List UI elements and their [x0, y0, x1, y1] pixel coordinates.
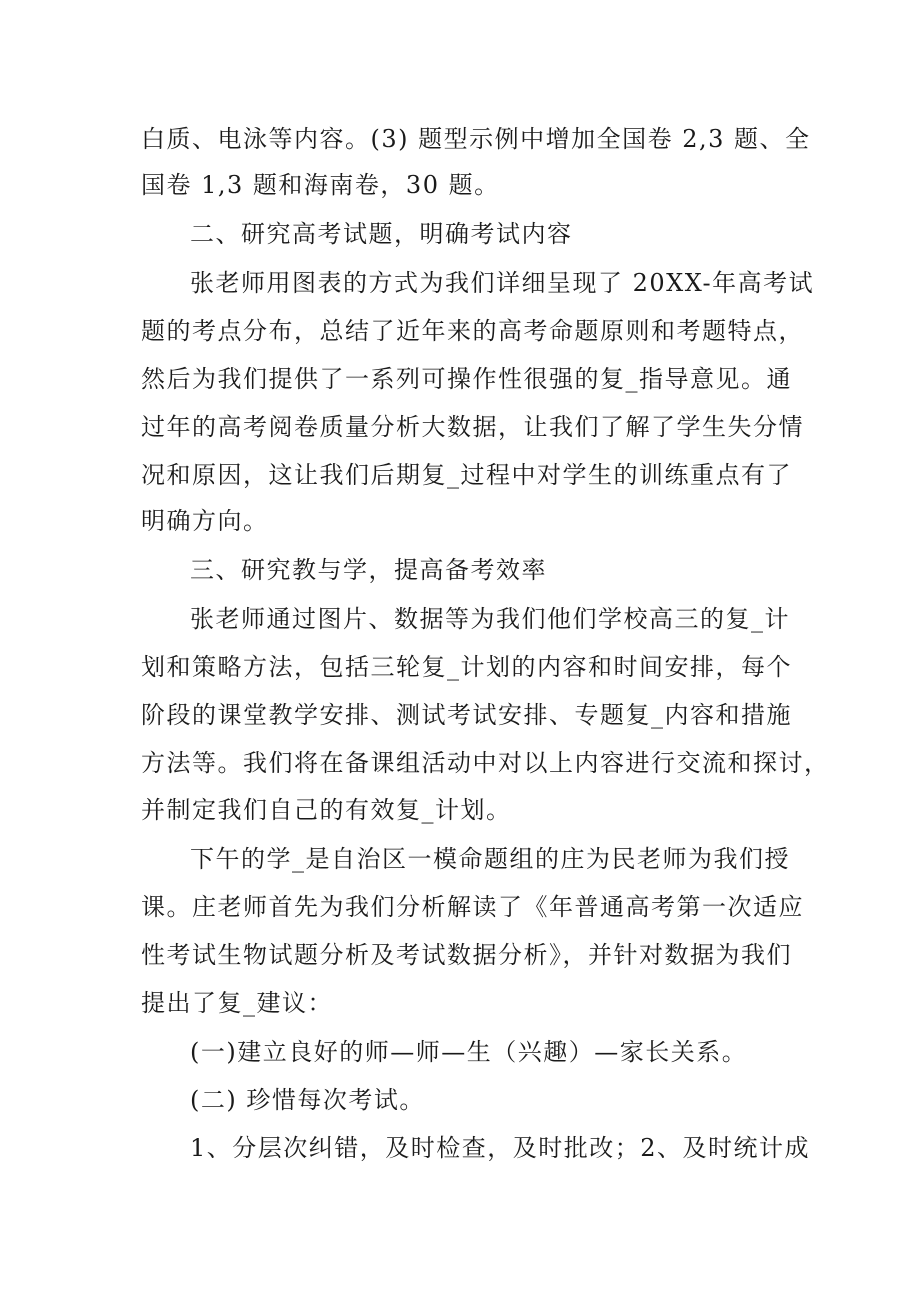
text-line: 明确方向。 [141, 507, 269, 535]
section-heading: 三、研究教与学，提高备考效率 [190, 556, 547, 584]
text-line: 课。庄老师首先为我们分析解读了《年普通高考第一次适应 [141, 893, 804, 921]
text-line: 国卷 1,3 题和海南卷，30 题。 [141, 171, 500, 199]
section-heading: 二、研究高考试题，明确考试内容 [190, 220, 573, 248]
text-line: 下午的学_是自治区一模命题组的庄为民老师为我们授 [190, 845, 790, 873]
text-line: 张老师用图表的方式为我们详细呈现了 20XX-年高考试 [190, 269, 815, 297]
text-line: 性考试生物试题分析及考试数据分析》，并针对数据为我们 [141, 941, 792, 969]
text-line: 况和原因，这让我们后期复_过程中对学生的训练重点有了 [141, 461, 792, 489]
text-line: 提出了复_建议： [141, 989, 333, 1017]
text-line: 方法等。我们将在备课组活动中对以上内容进行交流和探讨， [141, 749, 830, 777]
text-line: 题的考点分布，总结了近年来的高考命题原则和考题特点， [141, 317, 804, 345]
text-line: 然后为我们提供了一系列可操作性很强的复_指导意见。通 [141, 365, 792, 393]
list-item: (一)建立良好的师—师—生（兴趣）—家长关系。 [190, 1038, 748, 1066]
text-line: 白质、电泳等内容。(3) 题型示例中增加全国卷 2,3 题、全 [141, 125, 811, 153]
text-line: 阶段的课堂教学安排、测试考试安排、专题复_内容和措施 [141, 701, 792, 729]
text-line: 划和策略方法，包括三轮复_计划的内容和时间安排，每个 [141, 653, 792, 681]
list-item: (二) 珍惜每次考试。 [190, 1086, 425, 1114]
text-line: 并制定我们自己的有效复_计划。 [141, 796, 512, 824]
text-line: 过年的高考阅卷质量分析大数据，让我们了解了学生失分情 [141, 413, 804, 441]
text-line: 1、分层次纠错，及时检查，及时批改；2、及时统计成 [190, 1134, 811, 1162]
text-line: 张老师通过图片、数据等为我们他们学校高三的复_计 [190, 605, 790, 633]
